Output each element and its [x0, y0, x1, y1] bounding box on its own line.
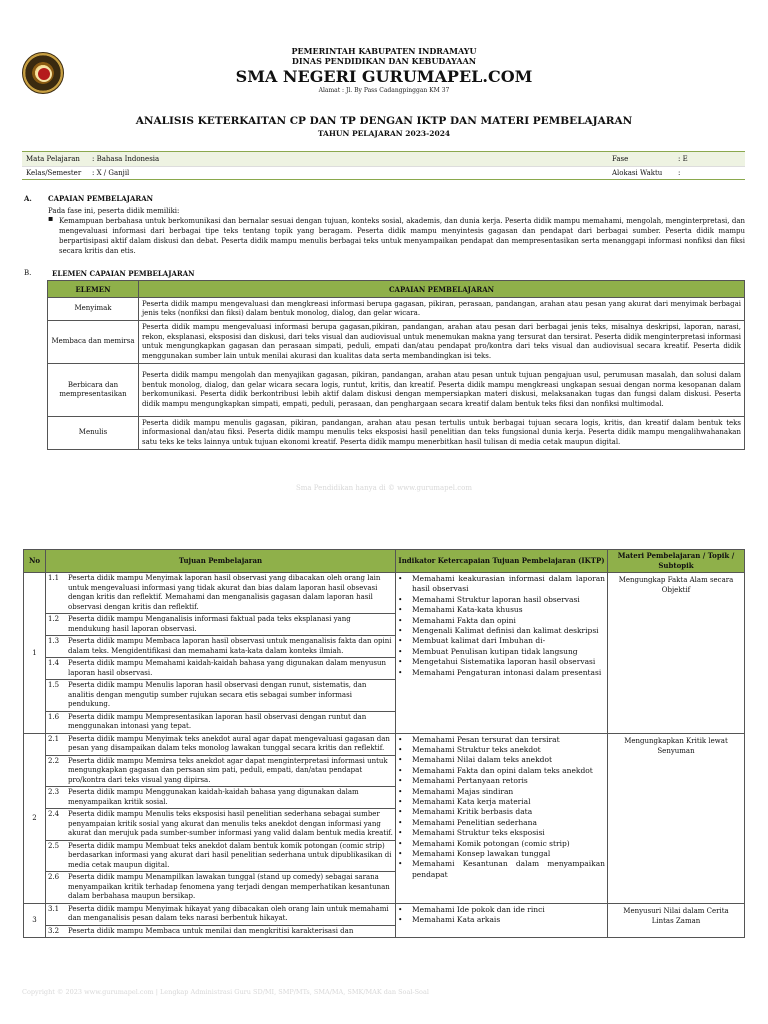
tujuan-number: 2.2: [48, 756, 60, 765]
capaian-cell: Peserta didik mampu menulis gagasan, pikiran, pandangan, arahan atau pesan tertulis untuk berbagai tujuan secara logis, kritis, dan kreatif dalam bentuk teks informasional dan/atau fiksi. Peserta didik mampu menulis teks eksposisi hasil penelitian dan teks fungsional dunia kerja. Peserta didik mampu mengalihwahanakan satu teks ke teks lainnya untuk tujuan ekonomi kreatif. Peserta didik mampu menerbitkan hasil tulisan di media cetak maupun digital.: [139, 417, 745, 450]
table-row: [24, 903, 745, 938]
info-row-kelas: [22, 166, 745, 180]
tujuan-text: Peserta didik mampu Membuat teks anekdot dalam bentuk komik potongan (comic strip) berdasarkan informasi yang akurat dari hasil penelitian sederhana untuk dipublikasikan di media cetak maupun digital.: [68, 841, 392, 869]
alokasi-label: Alokasi Waktu: [612, 169, 663, 177]
tujuan-col-header: Tujuan Pembelajaran: [46, 550, 396, 573]
bullet-icon: •: [398, 646, 403, 656]
table-row: [48, 417, 745, 450]
bullet-icon: •: [398, 796, 403, 806]
elemen-col-header: ELEMEN: [48, 281, 139, 298]
table-row: [48, 298, 745, 321]
main-header-row: [24, 550, 745, 573]
tujuan-number: 1.3: [48, 637, 60, 645]
bullet-icon: •: [398, 605, 403, 615]
iktp-item: [398, 787, 605, 797]
section-a-bullet: ▪: [48, 214, 54, 223]
mapel-label: Mata Pelajaran: [26, 155, 80, 163]
iktp-cell: [396, 903, 608, 938]
tujuan-cell: [46, 573, 396, 734]
bullet-icon: •: [398, 636, 403, 646]
bullet-icon: •: [398, 594, 403, 604]
tujuan-number: 2.3: [48, 788, 60, 796]
bullet-icon: •: [398, 765, 403, 775]
bullet-icon: •: [398, 817, 403, 827]
bullet-icon: •: [398, 657, 403, 667]
tujuan-text: Peserta didik mampu Menggunakan kaidah-kaidah bahasa yang digunakan dalam menyampaikan kritik sosial.: [68, 788, 359, 806]
tujuan-number: 1.2: [48, 615, 60, 623]
school-name: SMA NEGERI GURUMAPEL.COM: [235, 67, 533, 86]
elemen-cell: Menyimak: [48, 298, 139, 321]
fase-label: Fase: [612, 155, 629, 163]
tujuan-text: Peserta didik mampu Menyimak laporan hasil observasi yang dibacakan oleh orang lain untuk mengevaluasi informasi yang tidak akurat dan bias dalam laporan hasil obsevasi dengan kritis dan reflektif. Memahami dan menganalisis gagasan dalam laporan hasil observasi dengan kritis dan reflektif.: [68, 574, 381, 611]
iktp-item: [398, 574, 605, 595]
iktp-item: [398, 849, 605, 859]
section-a-intro: Pada fase ini, peserta didik memiliki:: [48, 207, 180, 215]
iktp-text: Memahami Kata arkais: [412, 914, 501, 924]
tujuan-text: Peserta didik mampu Menulis teks eksposisi hasil penelitian sederhana sebagai sumber penyampaian kritik sosial yang akurat dan menulis teks anekdot dengan informasi yang akurat dan merujuk pada sumber-sumber informasi yang valid dalam bentuk media kreatif.: [68, 810, 393, 837]
tujuan-item: [46, 613, 395, 635]
bullet-icon: •: [398, 859, 403, 869]
tujuan-number: 2.5: [48, 841, 60, 850]
bullet-icon: •: [398, 914, 403, 924]
iktp-item: [398, 828, 605, 838]
capaian-cell: Peserta didik mampu mengevaluasi informasi berupa gagasan,pikiran, pandangan, arahan atau pesan dari berbagai jenis teks, misalnya deskripsi, laporan, narasi, rekon, eksplanasi, eksposisi dan diskusi, dari teks visual dan audiovisual untuk menemukan makna yang tersurat dan tersirat. Peserta didik menginterpretasi informasi untuk mengungkapkan gagasan dan perasaan simpati, peduli, empati dan/atau pendapat pro/kontra dari teks visual dan audiovisual secara kreatif. Peserta didik menggunakan sumber lain untuk menilai akurasi dan kualitas data serta membandingkan isi teks.: [139, 321, 745, 364]
materi-col-header: Materi Pembelajaran / Topik / Subtopik: [608, 550, 745, 573]
tujuan-number: 1.4: [48, 659, 60, 667]
iktp-text: Memahami Struktur laporan hasil observasi: [412, 594, 580, 604]
document-subtitle: TAHUN PELAJARAN 2023-2024: [317, 129, 451, 138]
iktp-text: Mengenali Kalimat definisi dan kalimat deskripsi: [412, 626, 599, 636]
iktp-text: Memahami Kata-kata khusus: [412, 605, 523, 615]
bullet-icon: •: [398, 626, 403, 636]
tujuan-text: Peserta didik mampu Memahami kaidah-kaidah bahasa yang digunakan dalam menyusun laporan hasil observasi.: [68, 659, 387, 677]
row-number: 2: [24, 733, 46, 903]
tujuan-text: Peserta didik mampu Menulis laporan hasil observasi dengan runut, sistematis, dan analitis dengan mengutip sumber rujukan secara etis sebagai sumber informasi pendukung.: [68, 681, 367, 708]
iktp-item: [398, 915, 605, 925]
bullet-icon: •: [398, 807, 403, 817]
tujuan-number: 1.1: [48, 574, 60, 582]
section-b-heading: ELEMEN CAPAIAN PEMBELAJARAN: [52, 269, 195, 278]
iktp-text: Membuat kalimat dari Imbuhan di-: [412, 636, 546, 646]
tujuan-item: [46, 808, 395, 840]
tujuan-item: [46, 635, 395, 657]
iktp-item: [398, 766, 605, 776]
iktp-item: [398, 605, 605, 615]
gov-line-2: DINAS PENDIDIKAN DAN KEBUDAYAAN: [291, 56, 477, 66]
iktp-item: [398, 905, 605, 915]
tujuan-item: [46, 840, 395, 872]
watermark: Sma Pendidikan hanya di © www.gurumapel.com: [295, 484, 473, 492]
tujuan-number: 1.5: [48, 681, 60, 689]
iktp-text: Memahami Pengaturan intonasi dalam presentasi: [412, 667, 602, 677]
bullet-icon: •: [398, 776, 403, 786]
section-a-text: Kemampuan berbahasa untuk berkomunikasi dan bernalar sesuai dengan tujuan, konteks sosial, akademis, dan dunia kerja. Peserta didik mampu memahami, mengolah, menginterpretasi, dan mengevaluasi informasi dari berbagai tipe teks tentang topik yang beragam. Peserta didik mampu menyintesis gagasan dan pendapat dari berbagai sumber. Peserta didik mampu berpartisipasi aktif dalam diskusi dan debat. Peserta didik mampu menulis berbagai teks untuk menyampaikan pendapat dan mempresentasikan serta menanggapi informasi nonfiksi dan fiksi secara kritis dan etis.: [59, 217, 745, 255]
capaian-cell: Peserta didik mampu mengolah dan menyajikan gagasan, pikiran, pandangan, arahan atau pesan untuk tujuan pengajuan usul, perumusan masalah, dan solusi dalam bentuk monolog, dialog, dan gelar wicara secara logis, runtut, kritis, dan kreatif. Peserta didik mampu mengkreasi ungkapan sesuai dengan norma kesopanan dalam berkomunikasi. Peserta didik berkontribusi lebih aktif dalam diskusi dengan mempersiapkan materi diskusi, melaksanakan tugas dan fungsi dalam diskusi. Peserta didik mampu mengungkapkan simpati, empati, peduli, perasaan, dan penghargaan secara kreatif dalam bentuk teks fiksi dan nonfiksi multimodal.: [139, 364, 745, 417]
iktp-item: [398, 776, 605, 786]
tujuan-text: Peserta didik mampu Menganalisis informasi faktual pada teks eksplanasi yang mendukung hasil laporan observasi.: [68, 615, 351, 633]
iktp-item: [398, 735, 605, 745]
document-title: ANALISIS KETERKAITAN CP DAN TP DENGAN IKTP DAN MATERI PEMBELAJARAN: [135, 115, 633, 127]
course-info: [22, 151, 745, 180]
tujuan-item: [46, 871, 395, 903]
tp-iktp-table: [23, 549, 745, 938]
gov-line-1: PEMERINTAH KABUPATEN INDRAMAYU: [291, 46, 477, 56]
section-a-heading: CAPAIAN PEMBELAJARAN: [48, 194, 154, 203]
tujuan-item: [46, 925, 395, 938]
iktp-text: Memahami Fakta dan opini: [412, 615, 516, 625]
tujuan-number: 3.2: [48, 926, 60, 935]
table-row: [24, 573, 745, 734]
iktp-item: [398, 595, 605, 605]
tujuan-text: Peserta didik mampu Membaca untuk menilai dan mengkritisi karakterisasi dan: [68, 926, 354, 935]
tujuan-text: Peserta didik mampu Membaca laporan hasil observasi untuk menganalisis fakta dan opini dalam teks. Mengidentifikasi dan memahami kata-kata dalam konteks ilmiah.: [68, 637, 392, 655]
iktp-item: [398, 755, 605, 765]
no-col-header: No: [24, 550, 46, 573]
tujuan-text: Peserta didik mampu Menyimak hikayat yang dibacakan oleh orang lain untuk memahami dan menganalisis pesan dalam teks narasi berbentuk hikayat.: [68, 904, 389, 922]
tujuan-cell: [46, 903, 396, 938]
section-b-letter: B.: [24, 269, 32, 277]
iktp-text: Memahami Komik potongan (comic strip): [412, 838, 570, 848]
section-a-letter: A.: [24, 194, 32, 203]
elemen-cell: Membaca dan memirsa: [48, 321, 139, 364]
bullet-icon: •: [398, 734, 403, 744]
iktp-text: Memahami Penelitian sederhana: [412, 817, 537, 827]
iktp-cell: [396, 573, 608, 734]
kelas-label: Kelas/Semester: [26, 169, 82, 177]
iktp-item: [398, 668, 605, 678]
bullet-icon: •: [398, 667, 403, 677]
tujuan-cell: [46, 733, 396, 903]
iktp-item: [398, 616, 605, 626]
row-number: 3: [24, 903, 46, 938]
tujuan-text: Peserta didik mampu Menyimak teks anekdot aural agar dapat mengevaluasi gagasan dan pesan yang disampaikan dalam teks monolog lawakan tunggal secara kritis dan reflektif.: [68, 734, 390, 752]
row-number: 1: [24, 573, 46, 734]
elemen-cell: Berbicara dan mempresentasikan: [48, 364, 139, 417]
iktp-text: Memahami Pesan tersurat dan tersirat: [412, 734, 560, 744]
capaian-col-header: CAPAIAN PEMBELAJARAN: [139, 281, 745, 298]
iktp-item: [398, 797, 605, 807]
bullet-icon: •: [398, 615, 403, 625]
iktp-text: Memahami keakurasian informasi dalam laporan hasil observasi: [412, 574, 605, 594]
iktp-text: Memahami Pertanyaan retoris: [412, 776, 528, 786]
iktp-item: [398, 626, 605, 636]
tujuan-number: 2.6: [48, 873, 60, 881]
iktp-item: [398, 818, 605, 828]
kelas-value: : X / Ganjil: [92, 169, 130, 177]
iktp-item: [398, 859, 605, 880]
iktp-item: [398, 647, 605, 657]
bullet-icon: •: [398, 838, 403, 848]
iktp-text: Mengetahui Sistematika laporan hasil observasi: [412, 657, 596, 667]
iktp-text: Memahami Ide pokok dan ide rinci: [412, 904, 545, 914]
bullet-icon: •: [398, 786, 403, 796]
school-address: Alamat : Jl. By Pass Cadangpinggan KM 37: [318, 87, 450, 94]
elemen-header-row: [48, 281, 745, 298]
footer-copyright: Copyright © 2023 www.gurumapel.com | Lengkap Administrasi Guru SD/MI, SMP/MTs, SMA/MA, SMK/MAK dan Soal-Soal: [22, 988, 429, 996]
tujuan-item: [46, 904, 395, 925]
bullet-icon: •: [398, 904, 403, 914]
iktp-text: Membuat Penulisan kutipan tidak langsung: [412, 646, 578, 656]
table-row: [48, 321, 745, 364]
iktp-text: Memahami Kritik berbasis data: [412, 807, 533, 817]
tujuan-item: [46, 711, 395, 733]
materi-cell: Mengungkap Fakta Alam secara Objektif: [608, 573, 745, 734]
elemen-cell: Menulis: [48, 417, 139, 450]
iktp-item: [398, 657, 605, 667]
iktp-text: Memahami Kata kerja material: [412, 796, 531, 806]
iktp-text: Memahami Nilai dalam teks anekdot: [412, 755, 552, 765]
info-row-mapel: [22, 152, 745, 166]
iktp-item: [398, 636, 605, 646]
iktp-text: Memahami Struktur teks anekdot: [412, 744, 541, 754]
materi-cell: Mengungkapkan Kritik lewat Senyuman: [608, 733, 745, 903]
iktp-item: [398, 839, 605, 849]
iktp-item: [398, 807, 605, 817]
fase-value: : E: [678, 155, 688, 163]
tujuan-number: 2.1: [48, 734, 60, 743]
tujuan-item: [46, 657, 395, 679]
tujuan-item: [46, 679, 395, 711]
iktp-col-header: Indikator Ketercapaian Tujuan Pembelajaran (IKTP): [396, 550, 608, 573]
elemen-table: [47, 280, 745, 450]
table-row: [48, 364, 745, 417]
iktp-text: Memahami Kesantunan dalam menyampaikan pendapat: [412, 859, 605, 879]
bullet-icon: •: [398, 755, 403, 765]
materi-cell: Menyusuri Nilai dalam Cerita Lintas Zaman: [608, 903, 745, 938]
table-row: [24, 733, 745, 903]
tujuan-number: 1.6: [48, 712, 60, 721]
iktp-text: Memahami Majas sindiran: [412, 786, 514, 796]
iktp-text: Memahami Fakta dan opini dalam teks anekdot: [412, 765, 593, 775]
bullet-icon: •: [398, 828, 403, 838]
tujuan-number: 3.1: [48, 904, 60, 913]
iktp-text: Memahami Struktur teks eksposisi: [412, 828, 545, 838]
iktp-item: [398, 745, 605, 755]
tujuan-text: Peserta didik mampu Memirsa teks anekdot agar dapat menginterpretasi informasi untuk mengungkapkan gagasan dan persaan sim pati, peduli, empati, dan/atau pendapat pro/kontra dari teks visual yang dipirsa.: [68, 756, 388, 784]
tujuan-item: [46, 786, 395, 808]
iktp-text: Memahami Konsep lawakan tunggal: [412, 848, 551, 858]
mapel-value: : Bahasa Indonesia: [92, 155, 160, 163]
bullet-icon: •: [398, 574, 403, 583]
tujuan-number: 2.4: [48, 810, 60, 818]
letterhead: [0, 46, 768, 95]
tujuan-item: [46, 755, 395, 787]
iktp-cell: [396, 733, 608, 903]
tujuan-item: [46, 573, 395, 613]
tujuan-text: Peserta didik mampu Menampilkan lawakan tunggal (stand up comedy) sebagai sarana menyampaikan kritik terhadap fenomena yang terjadi dengan memperhatikan kesantunan dalam berbahasa maupun bersikap.: [68, 873, 390, 900]
capaian-cell: Peserta didik mampu mengevaluasi dan mengkreasi informasi berupa gagasan, pikiran, perasaan, pandangan, arahan atau pesan yang akurat dari menyimak berbagai jenis teks (nonfiksi dan fiksi) dalam bentuk monolog, dialog, dan gelar wicara.: [139, 298, 745, 321]
bullet-icon: •: [398, 744, 403, 754]
bullet-icon: •: [398, 848, 403, 858]
tujuan-text: Peserta didik mampu Mempresentasikan laporan hasil observasi dengan runtut dan menggunakan intonasi yang tepat.: [68, 712, 367, 730]
alokasi-value: :: [678, 169, 681, 177]
tujuan-item: [46, 734, 395, 755]
